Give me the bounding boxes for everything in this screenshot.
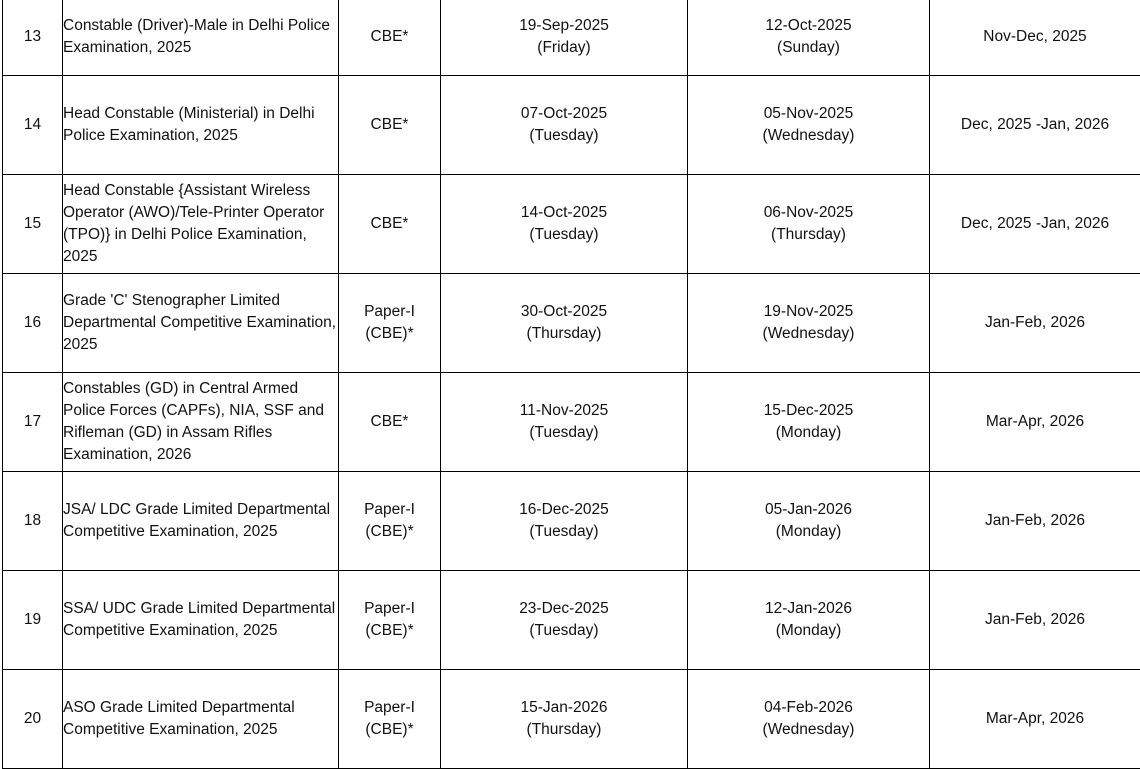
- serial-number: 15: [3, 175, 63, 274]
- exam-name: Head Constable {Assistant Wireless Operator (AWO)/Tele-Printer Operator (TPO)} in Delhi Police Examination, 2025: [63, 175, 339, 274]
- table-row: [3, 175, 1140, 274]
- table-row: [3, 472, 1140, 571]
- table-row: [3, 76, 1140, 175]
- notice-date: 11-Nov-2025 (Tuesday): [441, 373, 688, 472]
- table-row: [3, 0, 1140, 76]
- serial-number: 20: [3, 670, 63, 769]
- exam-period: Dec, 2025 -Jan, 2026: [930, 175, 1140, 274]
- exam-name: Grade 'C' Stenographer Limited Departmental Competitive Examination, 2025: [63, 274, 339, 373]
- closing-date: 04-Feb-2026 (Wednesday): [688, 670, 930, 769]
- notice-date: 16-Dec-2025 (Tuesday): [441, 472, 688, 571]
- exam-name: SSA/ UDC Grade Limited Departmental Competitive Examination, 2025: [63, 571, 339, 670]
- closing-date: 12-Oct-2025 (Sunday): [688, 0, 930, 76]
- exam-mode: CBE*: [339, 0, 441, 76]
- serial-number: 19: [3, 571, 63, 670]
- exam-name: Head Constable (Ministerial) in Delhi Police Examination, 2025: [63, 76, 339, 175]
- exam-period: Jan-Feb, 2026: [930, 571, 1140, 670]
- exam-mode: Paper-I (CBE)*: [339, 571, 441, 670]
- closing-date: 05-Jan-2026 (Monday): [688, 472, 930, 571]
- exam-name: JSA/ LDC Grade Limited Departmental Competitive Examination, 2025: [63, 472, 339, 571]
- exam-name: Constable (Driver)-Male in Delhi Police Examination, 2025: [63, 0, 339, 76]
- closing-date: 06-Nov-2025 (Thursday): [688, 175, 930, 274]
- exam-mode: CBE*: [339, 76, 441, 175]
- exam-period: Jan-Feb, 2026: [930, 472, 1140, 571]
- notice-date: 07-Oct-2025 (Tuesday): [441, 76, 688, 175]
- exam-period: Dec, 2025 -Jan, 2026: [930, 76, 1140, 175]
- serial-number: 13: [3, 0, 63, 76]
- exam-period: Nov-Dec, 2025: [930, 0, 1140, 76]
- exam-period: Jan-Feb, 2026: [930, 274, 1140, 373]
- closing-date: 05-Nov-2025 (Wednesday): [688, 76, 930, 175]
- notice-date: 14-Oct-2025 (Tuesday): [441, 175, 688, 274]
- exam-mode: Paper-I (CBE)*: [339, 472, 441, 571]
- serial-number: 17: [3, 373, 63, 472]
- exam-period: Mar-Apr, 2026: [930, 670, 1140, 769]
- notice-date: 23-Dec-2025 (Tuesday): [441, 571, 688, 670]
- closing-date: 15-Dec-2025 (Monday): [688, 373, 930, 472]
- table-row: [3, 670, 1140, 769]
- exam-period: Mar-Apr, 2026: [930, 373, 1140, 472]
- notice-date: 15-Jan-2026 (Thursday): [441, 670, 688, 769]
- exam-name: Constables (GD) in Central Armed Police Forces (CAPFs), NIA, SSF and Rifleman (GD) in Assam Rifles Examination, 2026: [63, 373, 339, 472]
- exam-mode: CBE*: [339, 175, 441, 274]
- table-row: [3, 274, 1140, 373]
- serial-number: 16: [3, 274, 63, 373]
- serial-number: 14: [3, 76, 63, 175]
- table-row: [3, 373, 1140, 472]
- closing-date: 12-Jan-2026 (Monday): [688, 571, 930, 670]
- exam-name: ASO Grade Limited Departmental Competitive Examination, 2025: [63, 670, 339, 769]
- serial-number: 18: [3, 472, 63, 571]
- exam-mode: Paper-I (CBE)*: [339, 274, 441, 373]
- exam-mode: Paper-I (CBE)*: [339, 670, 441, 769]
- exam-schedule-table: [2, 0, 1140, 769]
- closing-date: 19-Nov-2025 (Wednesday): [688, 274, 930, 373]
- exam-mode: CBE*: [339, 373, 441, 472]
- notice-date: 30-Oct-2025 (Thursday): [441, 274, 688, 373]
- table-row: [3, 571, 1140, 670]
- notice-date: 19-Sep-2025 (Friday): [441, 0, 688, 76]
